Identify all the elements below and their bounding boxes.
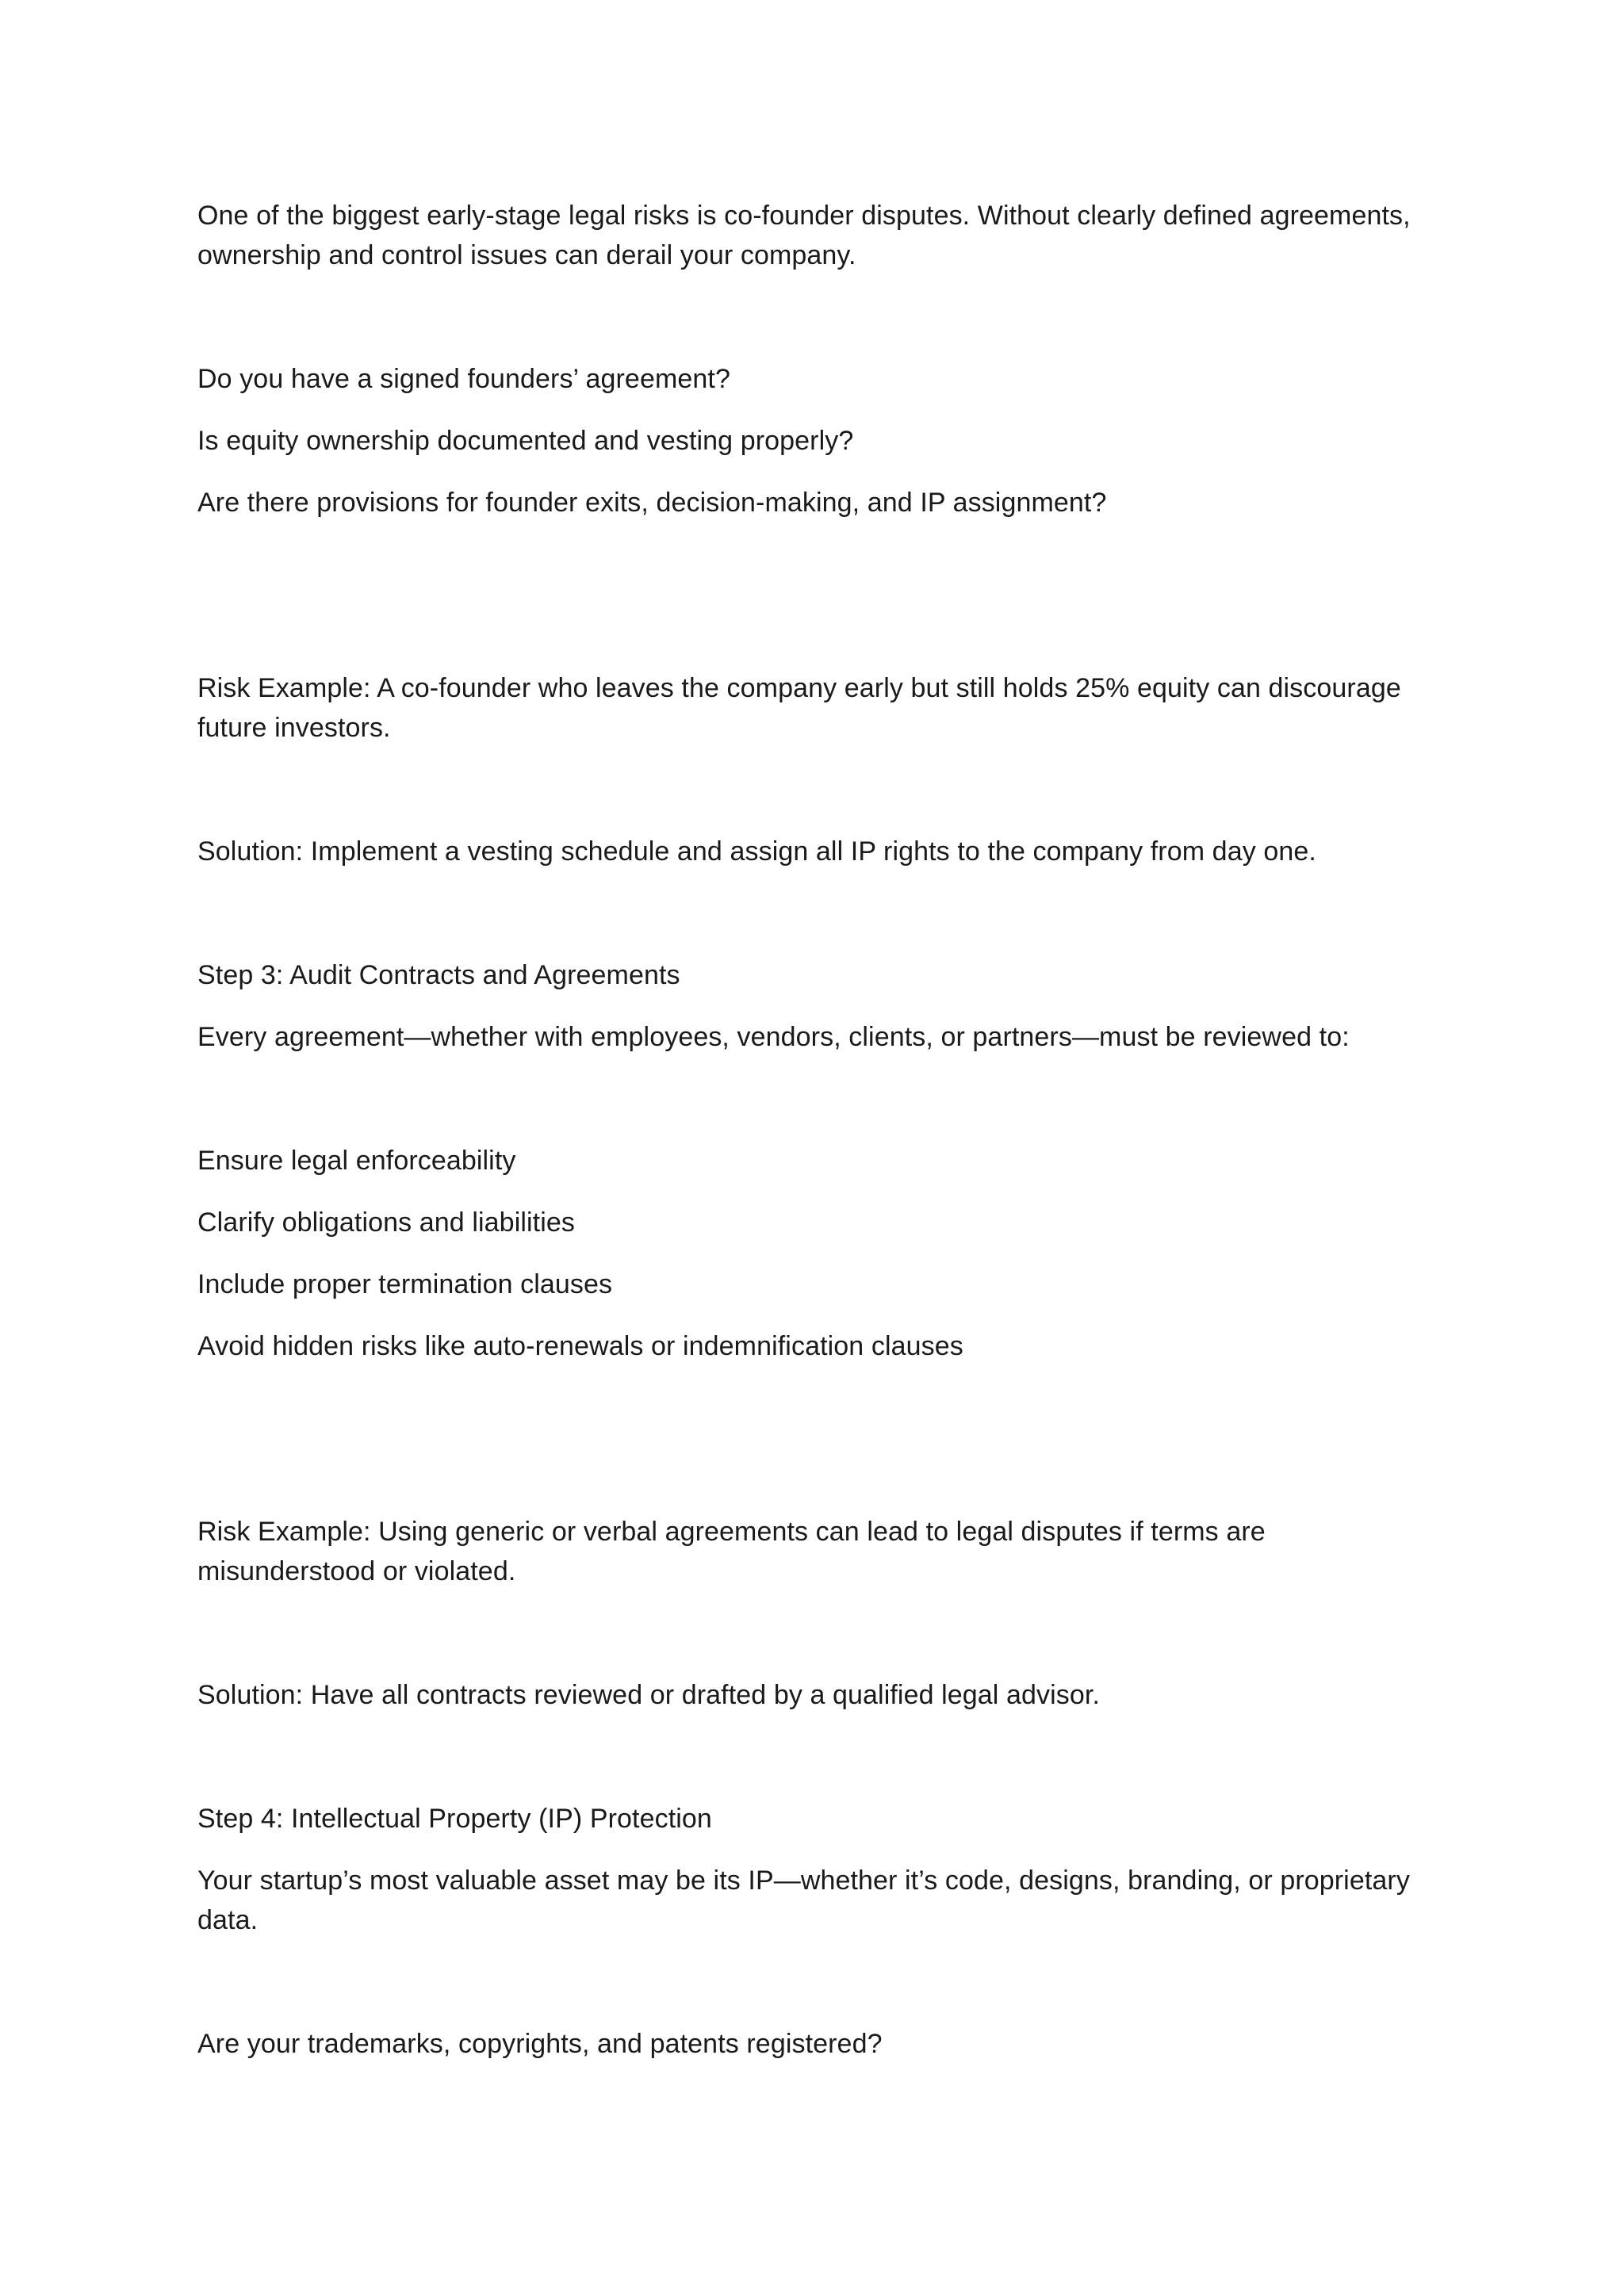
step-4-intro: Your startup’s most valuable asset may be its IP—whether it’s code, designs, branding, or proprietary data. [197,1866,1410,1935]
step-3-intro: Every agreement—whether with employees, vendors, clients, or partners—must be reviewed to: [197,1022,1350,1052]
contract-check-2: Clarify obligations and liabilities [197,1207,575,1238]
step-3-heading: Step 3: Audit Contracts and Agreements [197,960,680,990]
contract-check-1: Ensure legal enforceability [197,1146,516,1176]
solution-founders: Solution: Implement a vesting schedule and assign all IP rights to the company from day one. [197,836,1316,867]
step-4-heading: Step 4: Intellectual Property (IP) Protection [197,1804,712,1834]
founders-question-3: Are there provisions for founder exits, decision-making, and IP assignment? [197,488,1107,518]
risk-example-founders: Risk Example: A co-founder who leaves the company early but still holds 25% equity can discourage future investors. [197,673,1401,743]
founders-question-2: Is equity ownership documented and vesting properly? [197,426,854,456]
solution-contracts: Solution: Have all contracts reviewed or drafted by a qualified legal advisor. [197,1680,1100,1710]
founders-question-1: Do you have a signed founders’ agreement? [197,364,730,394]
ip-question-1: Are your trademarks, copyrights, and patents registered? [197,2029,883,2059]
risk-example-contracts: Risk Example: Using generic or verbal agreements can lead to legal disputes if terms are misunderstood or violated. [197,1517,1266,1586]
contract-check-4: Avoid hidden risks like auto-renewals or indemnification clauses [197,1331,963,1361]
intro-paragraph: One of the biggest early-stage legal risks is co-founder disputes. Without clearly defined agreements, ownership and control issues can derail your company. [197,201,1411,270]
contract-check-3: Include proper termination clauses [197,1269,613,1299]
